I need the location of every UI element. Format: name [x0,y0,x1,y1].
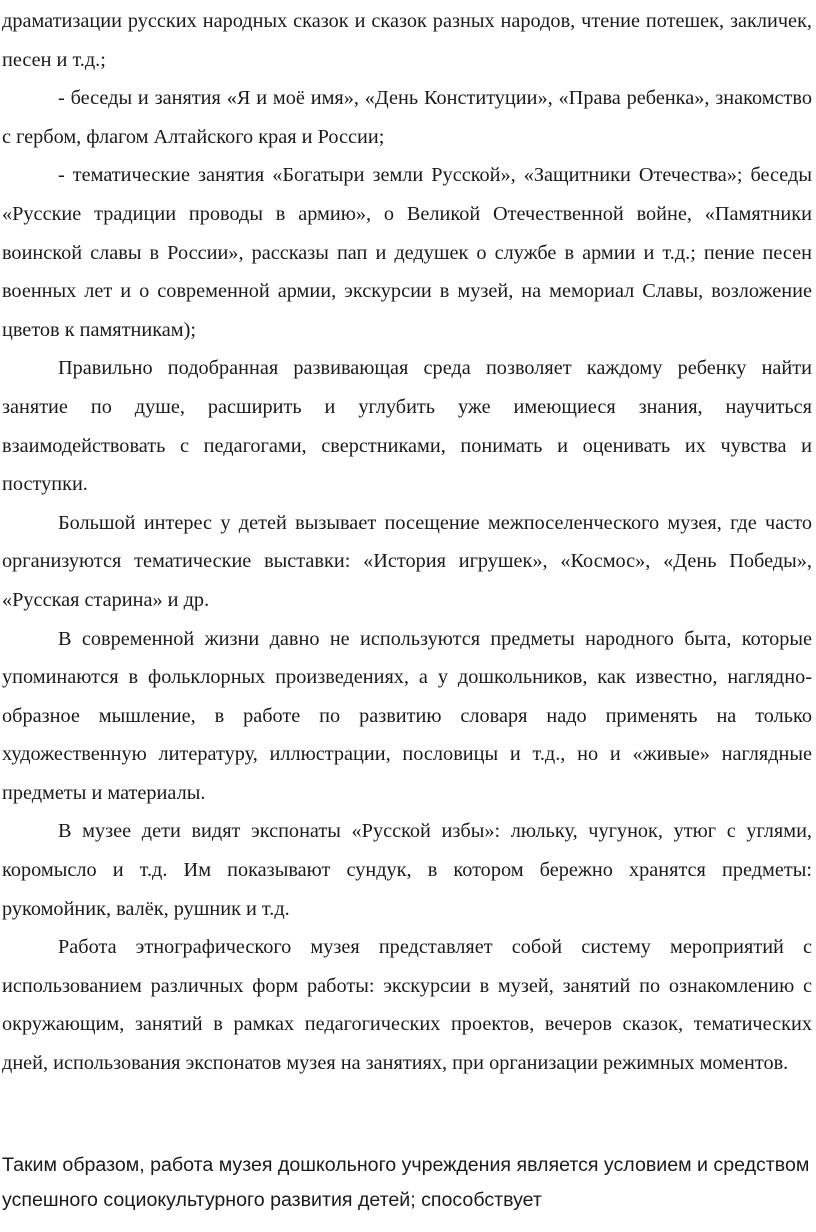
paragraph-developing-environment: Правильно подобранная развивающая среда позволяет каждому ребенку найти занятие по душе, расширить и углубить уже имеющиеся знания, научиться взаимодействовать с педагогами, сверстниками, понимать и оценивать их чувства и поступки. [2,357,812,496]
paragraph-ethnographic-museum-work: Работа этнографического музея представляет собой систему мероприятий с использованием различных форм работы: экскурсии в музей, занятий по ознакомлению с окружающим, занятий в рамках педагогических проектов, вечеров сказок, тематических дней, использования экспонатов музея на занятиях, при организации режимных моментов. [2,936,812,1075]
paragraph-thematic-classes: - тематические занятия «Богатыри земли Русской», «Защитники Отечества»; беседы «Русские традиции проводы в армию», о Великой Отечественной войне, «Памятники воинской славы в России», рассказы пап и дедушек о службе в армии и т.д.; пение песен военных лет и о современной армии, экскурсии в музей, на мемориал Славы, возложение цветов к памятникам); [2,164,812,341]
paragraph-folk-items: В современной жизни давно не используются предметы народного быта, которые упоминаются в фольклорных произведениях, а у дошкольников, как известно, наглядно-образное мышление, в работе по развитию словаря надо применять на только художественную литературу, иллюстрации, пословицы и т.д., но и «живые» наглядные предметы и материалы. [2,627,812,804]
paragraph-russian-hut-exhibits: В музее дети видят экспонаты «Русской избы»: люльку, чугунок, утюг с углями, коромысло и т.д. Им показывают сундук, в котором бережно хранятся предметы: рукомойник, валёк, рушник и т.д. [2,820,812,920]
paragraph-conversations-constitution: - беседы и занятия «Я и моё имя», «День Конституции», «Права ребенка», знакомство с гербом, флагом Алтайского края и России; [2,87,812,148]
paragraph-dramatization: драматизации русских народных сказок и сказок разных народов, чтение потешек, закличек, песен и т.д.; [2,10,812,71]
document-body [2,2,812,1083]
paragraph-museum-interest: Большой интерес у детей вызывает посещение межпоселенческого музея, где часто организуются тематические выставки: «История игрушек», «Космос», «День Победы», «Русская старина» и др. [2,511,812,611]
closing-paragraph: Таким образом, работа музея дошкольного учреждения является условием и средством успешного социокультурного развития детей; способствует [2,1154,810,1211]
